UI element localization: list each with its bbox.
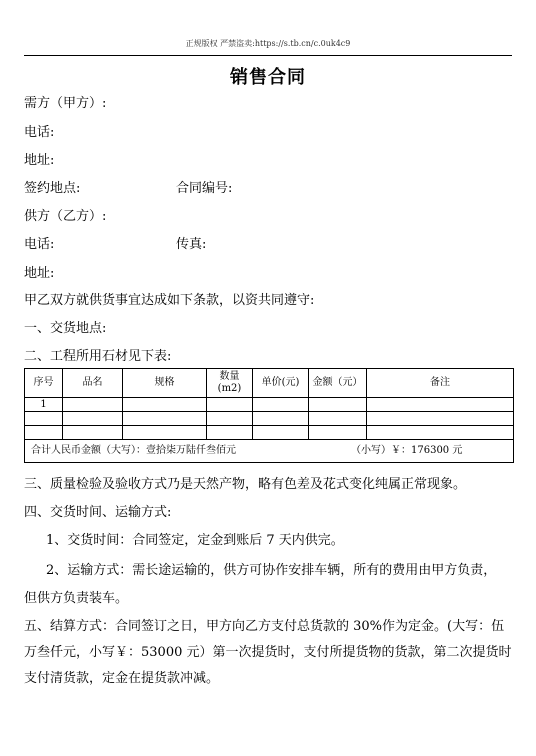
section-delivery-place: 一、交货地点: bbox=[24, 321, 107, 336]
total-amount-words: 合计人民币金额（大写）：壹拾柒万陆仟叁佰元 bbox=[31, 445, 236, 456]
col-header-amount: 金额（元） bbox=[309, 369, 367, 398]
table-cell bbox=[309, 412, 367, 426]
fax-label: 传真: bbox=[176, 237, 207, 252]
document-title: 销售合同 bbox=[230, 67, 306, 88]
col-header-quantity-label: 数量 bbox=[219, 371, 240, 382]
seller-phone-label: 电话: bbox=[24, 237, 55, 252]
table-cell bbox=[367, 426, 514, 440]
col-header-quantity-unit: (m2) bbox=[217, 383, 242, 394]
table-total-cell bbox=[25, 440, 514, 463]
col-header-unit-price: 单价(元) bbox=[253, 369, 309, 398]
table-cell bbox=[367, 412, 514, 426]
section-materials: 二、工程所用石材见下表: bbox=[24, 349, 172, 364]
buyer-address-label: 地址: bbox=[24, 153, 55, 168]
col-header-index: 序号 bbox=[25, 369, 63, 398]
section-settlement: 五、结算方式：合同签订之日，甲方向乙方支付总货款的 30%作为定金。(大写：伍万叁仟元，小写￥：53000 元）第一次提货时，支付所提货物的货款，第二次提货时支付清货款，定金在提货款冲减。 bbox=[24, 619, 512, 686]
buyer-label: 需方（甲方）: bbox=[24, 96, 107, 111]
table-cell bbox=[63, 398, 123, 412]
table-row bbox=[25, 398, 514, 412]
buyer-phone-label: 电话: bbox=[24, 125, 55, 140]
intro-text: 甲乙双方就供货事宜达成如下条款，以资共同遵守: bbox=[24, 293, 315, 308]
table-row bbox=[25, 426, 514, 440]
table-cell: 1 bbox=[25, 398, 63, 412]
table-row bbox=[25, 412, 514, 426]
col-header-remarks: 备注 bbox=[367, 369, 514, 398]
table-cell bbox=[123, 426, 207, 440]
table-cell bbox=[309, 426, 367, 440]
table-cell bbox=[123, 412, 207, 426]
section-quality: 三、质量检验及验收方式乃是天然产物，略有色差及花式变化纯属正常现象。 bbox=[24, 477, 467, 492]
table-cell bbox=[253, 412, 309, 426]
col-header-name: 品名 bbox=[63, 369, 123, 398]
copyright-notice: 正规版权 严禁盗卖:https://s.tb.cn/c.0uk4c9 bbox=[185, 39, 351, 48]
table-cell bbox=[123, 398, 207, 412]
table-cell bbox=[367, 398, 514, 412]
table-cell bbox=[63, 412, 123, 426]
table-cell bbox=[309, 398, 367, 412]
table-cell bbox=[207, 426, 253, 440]
contract-no-label: 合同编号: bbox=[176, 181, 233, 196]
sign-place-label: 签约地点: bbox=[24, 181, 81, 196]
col-header-spec: 规格 bbox=[123, 369, 207, 398]
section-delivery-time: 四、交货时间、运输方式: bbox=[24, 505, 172, 520]
transport-item-line1: 2、运输方式：需长途运输的，供方可协作安排车辆，所有的费用由甲方负责， bbox=[46, 563, 497, 578]
delivery-time-item: 1、交货时间：合同签定，定金到账后 7 天内供完。 bbox=[46, 533, 344, 548]
table-total-row bbox=[25, 440, 514, 463]
table-cell bbox=[25, 412, 63, 426]
col-header-quantity bbox=[207, 369, 253, 398]
table-cell bbox=[253, 426, 309, 440]
transport-item-line2: 但供方负责装车。 bbox=[24, 591, 129, 606]
total-amount-figures: （小写）￥：176300 元 bbox=[351, 445, 463, 456]
header-divider bbox=[24, 55, 512, 56]
table-cell bbox=[207, 412, 253, 426]
table-cell bbox=[207, 398, 253, 412]
table-cell bbox=[253, 398, 309, 412]
seller-address-label: 地址: bbox=[24, 266, 55, 281]
materials-table bbox=[24, 368, 514, 463]
table-header-row bbox=[25, 369, 514, 398]
seller-label: 供方（乙方）: bbox=[24, 209, 107, 224]
table-cell bbox=[63, 426, 123, 440]
table-cell bbox=[25, 426, 63, 440]
